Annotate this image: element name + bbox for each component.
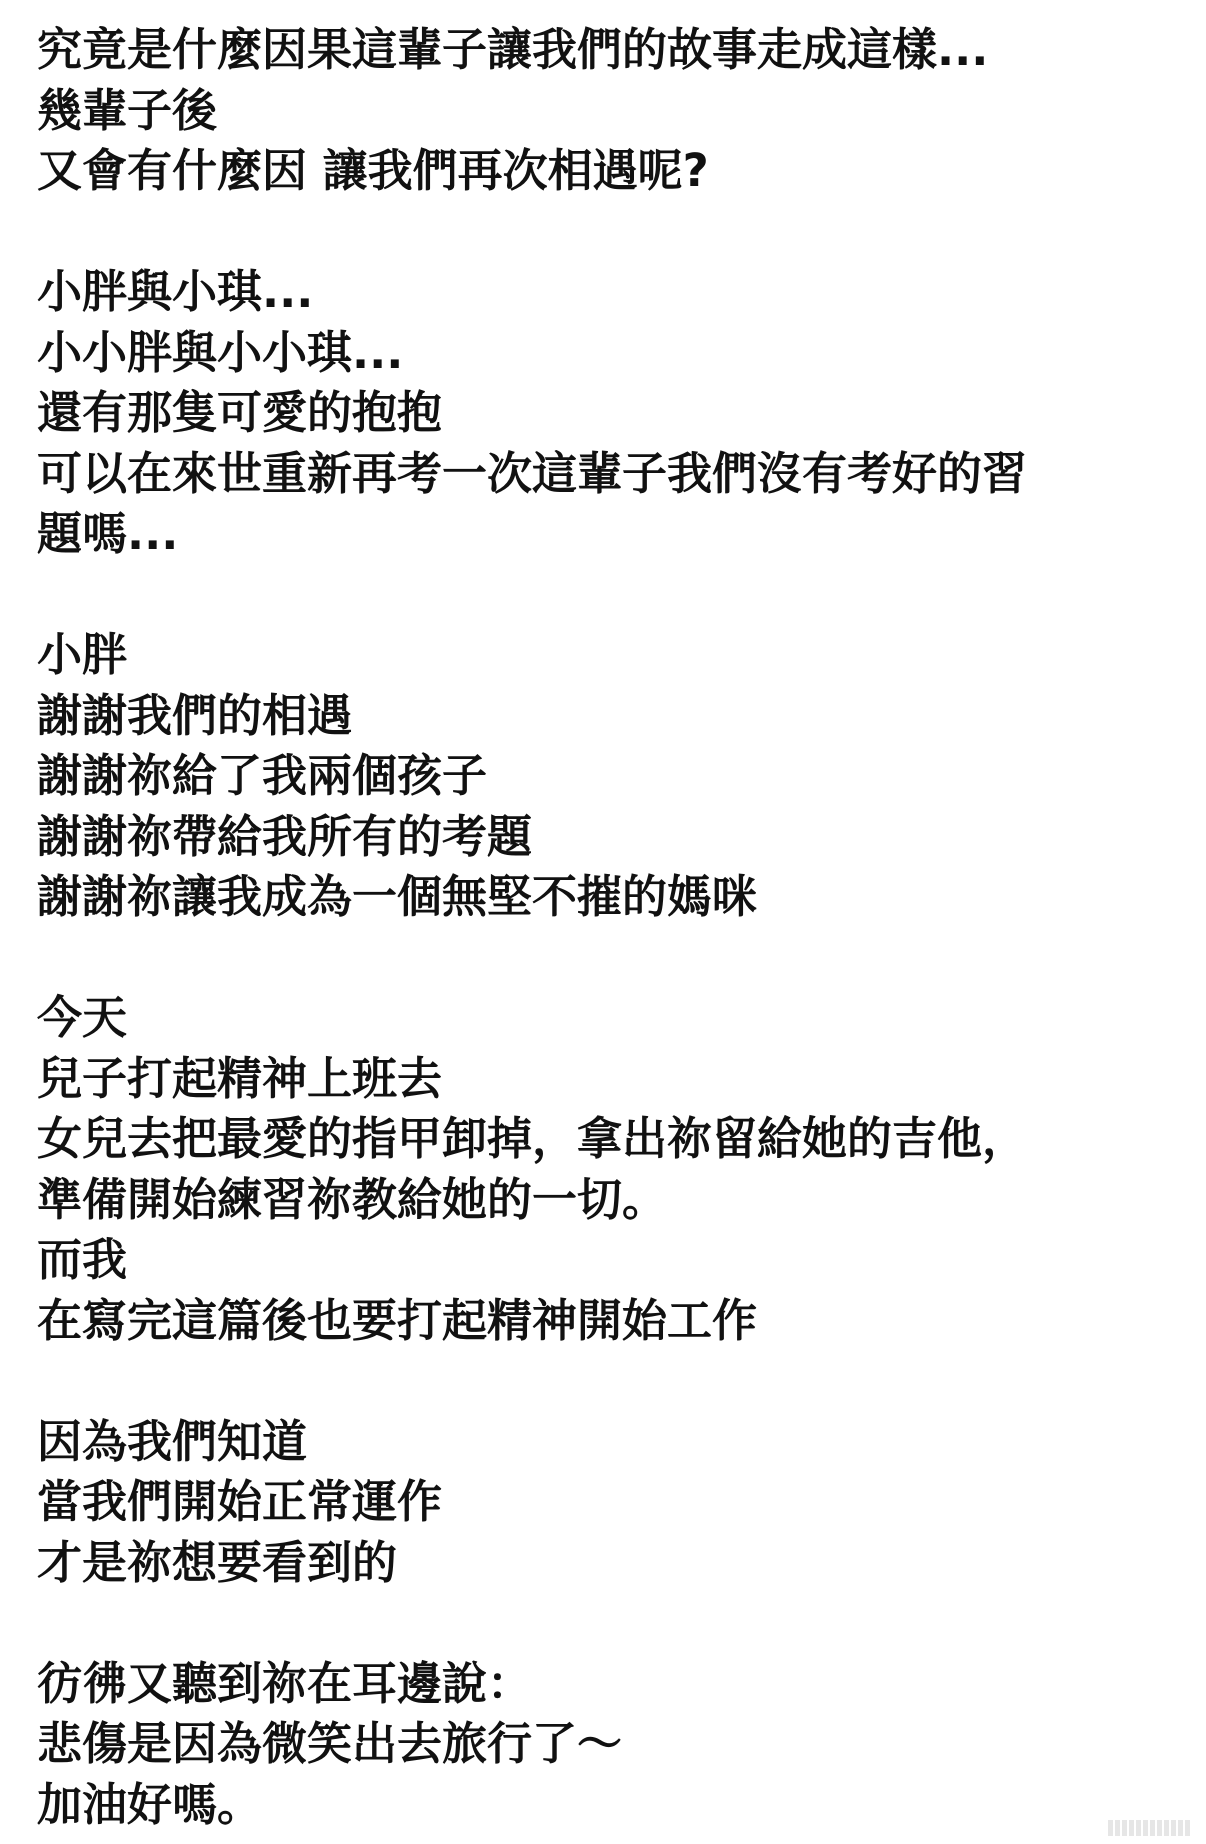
watermark-mark: [1115, 1820, 1120, 1836]
text-line: 謝謝我們的相遇: [37, 688, 353, 742]
watermark-mark: [1136, 1820, 1141, 1836]
stanza-6: [37, 1654, 1167, 1836]
text-line: 加油好嗎。: [37, 1777, 263, 1831]
text-line: 題嗎...: [37, 507, 179, 560]
stanza-4: [37, 988, 1167, 1351]
stanza-5: [37, 1412, 1167, 1594]
text-line: 女兒去把最愛的指甲卸掉，拿出祢留給她的吉他，: [37, 1112, 1028, 1165]
text-line: 小胖與小琪...: [37, 265, 314, 318]
text-line: 當我們開始正常運作: [37, 1475, 443, 1528]
watermark-mark: [1157, 1820, 1162, 1836]
watermark-mark: [1185, 1820, 1190, 1836]
text-line: 今天: [37, 991, 128, 1044]
text-line: 因為我們知道: [37, 1414, 308, 1468]
watermark-mark: [1164, 1820, 1169, 1836]
watermark-mark: [1171, 1820, 1176, 1836]
watermark: [1108, 1820, 1190, 1836]
text-line: 謝謝祢給了我兩個孩子: [37, 749, 488, 802]
watermark-mark: [1129, 1820, 1134, 1836]
text-line: 小胖: [37, 628, 128, 681]
text-line: 又會有什麼因 讓我們再次相遇呢?: [37, 144, 709, 197]
text-line: 兒子打起精神上班去: [37, 1051, 443, 1105]
text-line: 悲傷是因為微笑出去旅行了～: [37, 1717, 623, 1770]
watermark-mark: [1143, 1820, 1148, 1836]
text-line: 幾輩子後: [37, 83, 218, 137]
text-line: 究竟是什麼因果這輩子讓我們的故事走成這樣...: [37, 23, 989, 76]
text-line: 彷彿又聽到祢在耳邊說：: [37, 1656, 533, 1710]
text-line: 才是祢想要看到的: [37, 1535, 398, 1589]
watermark-mark: [1150, 1820, 1155, 1836]
stanza-2: [37, 262, 1167, 565]
post-text: [37, 20, 1167, 1835]
text-line: 謝謝祢帶給我所有的考題: [37, 809, 533, 863]
text-line: 在寫完這篇後也要打起精神開始工作: [37, 1293, 758, 1347]
stanza-3: [37, 625, 1167, 928]
text-line: 小小胖與小小琪...: [37, 325, 404, 379]
stanza-1: [37, 20, 1167, 202]
text-line: 準備開始練習祢教給她的一切。: [37, 1172, 668, 1226]
watermark-mark: [1122, 1820, 1127, 1836]
text-line: 可以在來世重新再考一次這輩子我們沒有考好的習: [37, 446, 1028, 500]
text-line: 而我: [37, 1233, 128, 1286]
watermark-mark: [1108, 1820, 1113, 1836]
watermark-mark: [1178, 1820, 1183, 1836]
text-line: 謝謝祢讓我成為一個無堅不摧的媽咪: [37, 870, 758, 923]
text-line: 還有那隻可愛的抱抱: [37, 386, 443, 439]
